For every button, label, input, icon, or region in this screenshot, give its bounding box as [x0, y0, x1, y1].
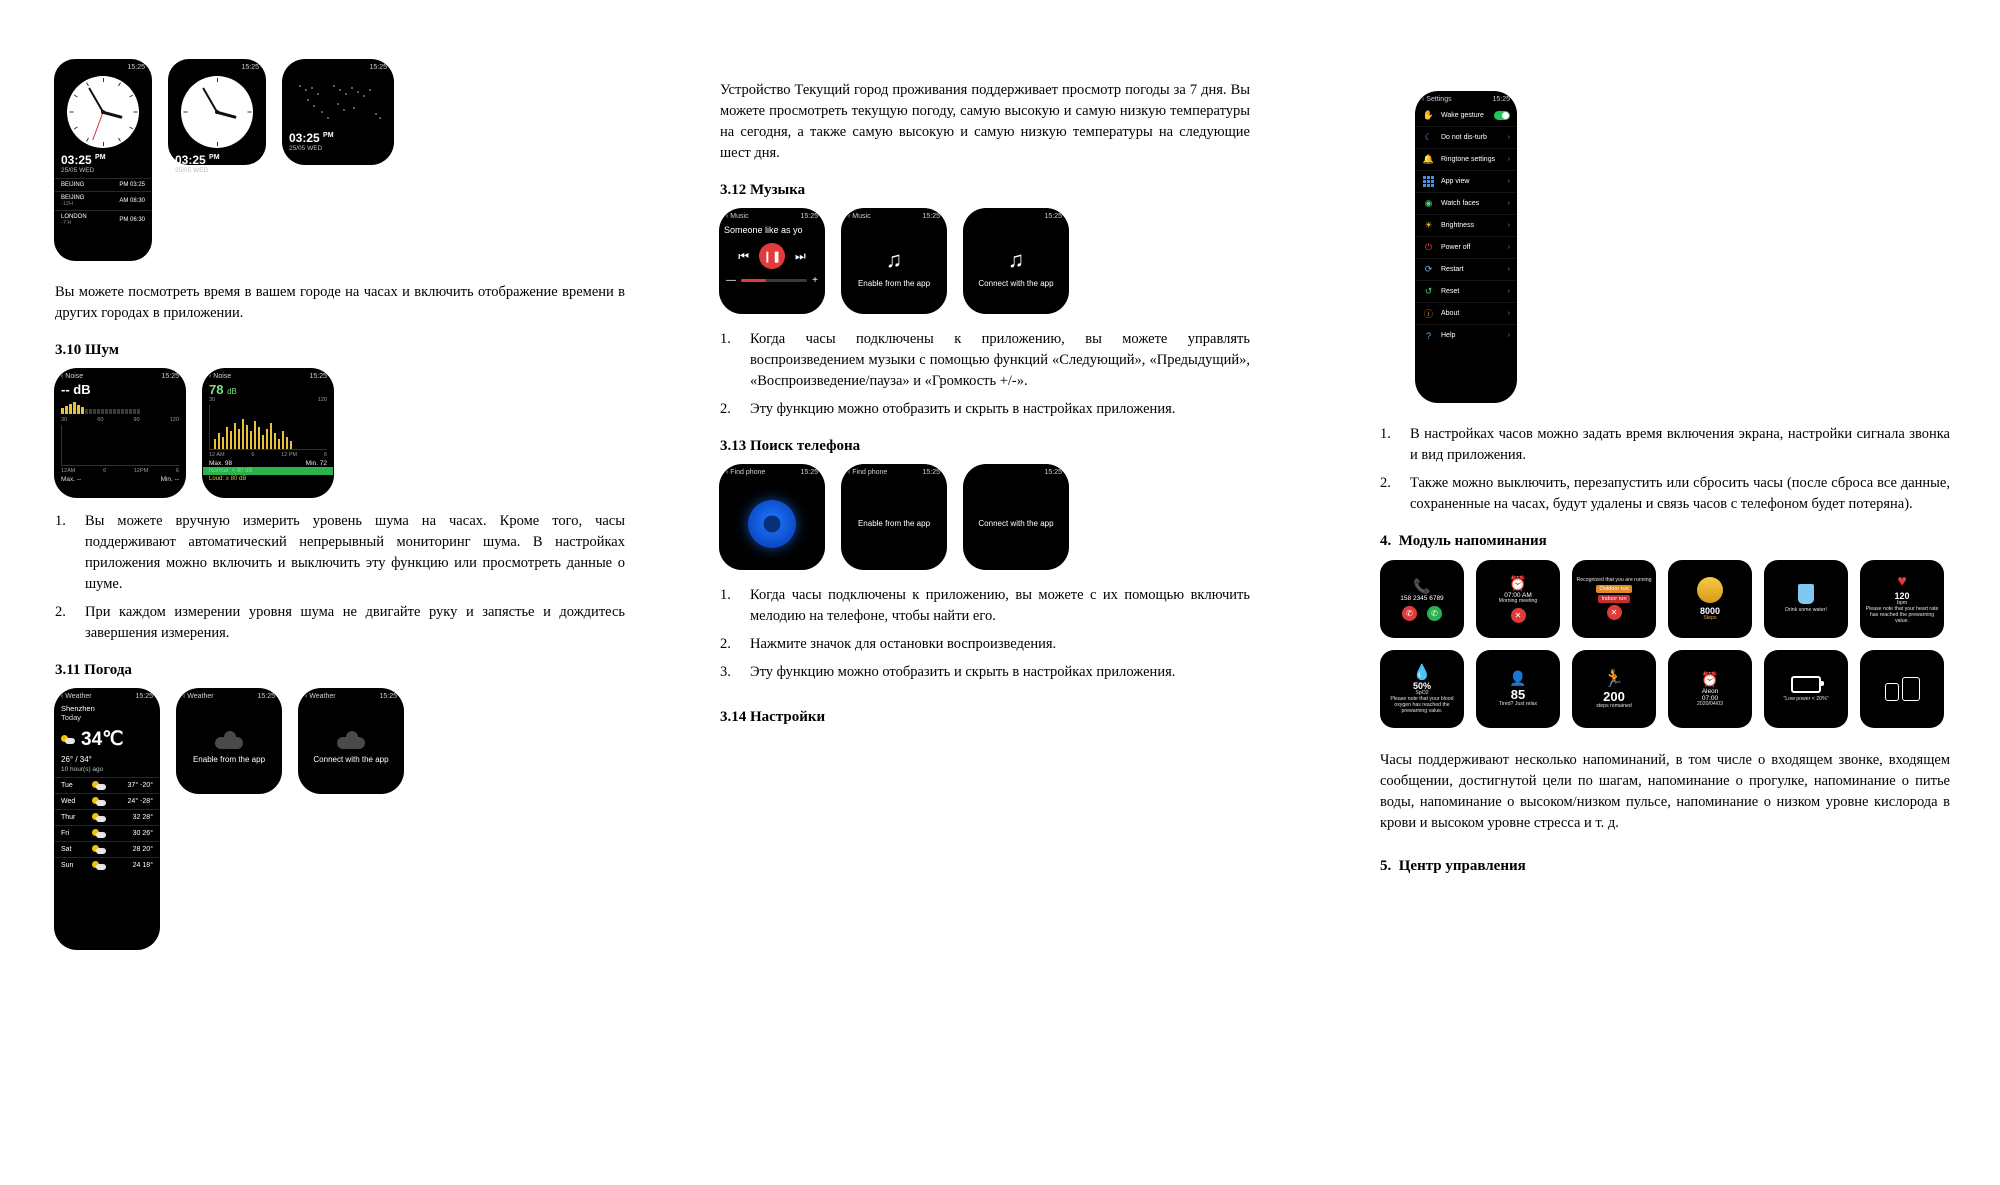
running-person-icon: 🏃 [1603, 668, 1625, 688]
status-bar: ‹ Weather 15:25 [305, 693, 397, 701]
previous-button[interactable]: ⏮ [738, 248, 749, 263]
cloud-sun-icon [92, 845, 106, 854]
status-time: 15:25 [127, 64, 145, 71]
battery-icon [1791, 676, 1821, 693]
weather-city: Shenzhen [61, 704, 95, 714]
status-time: 15:25 [161, 373, 179, 381]
steps-label: Steps [1703, 614, 1717, 621]
list-item: 1. Когда часы подключены к приложению, вы можете с их помощью включить мелодию на телефоне, чтобы найти его. [720, 587, 1250, 625]
cloud-sun-icon [61, 735, 75, 744]
date-label: 25/05 WED [61, 167, 95, 174]
outdoor-run-option[interactable]: Outdoor run [1596, 585, 1631, 593]
dismiss-button[interactable]: ✕ [1511, 608, 1526, 623]
spo2-tile [1380, 650, 1464, 728]
decline-call-button[interactable]: ✆ [1402, 606, 1417, 621]
watch-weather-enable [177, 689, 281, 793]
chevron-right-icon: › [1507, 134, 1510, 141]
cloud-question-icon [215, 731, 243, 749]
forecast-row: Thur 32 28° [55, 809, 159, 825]
city-name: LONDON [61, 214, 87, 220]
grid-icon [1422, 175, 1435, 188]
connect-label: Connect with the app [978, 518, 1054, 528]
forecast-row: Tue 37° -20° [55, 777, 159, 793]
music-watch-group [720, 209, 1250, 313]
heading-find-phone: 3.13 Поиск телефона [720, 438, 861, 455]
heading-reminder-module: 4. Модуль напоминания [1380, 533, 1547, 550]
settings-item-power-off[interactable]: ⏻ Power off › [1416, 237, 1516, 259]
screen-title: Settings [1426, 96, 1452, 103]
drink-water-tile [1764, 560, 1848, 638]
alarm-date: 2020/04/03 [1697, 700, 1723, 707]
chevron-right-icon: › [1507, 310, 1510, 317]
settings-item-restart[interactable]: ⟳ Restart › [1416, 259, 1516, 281]
power-icon: ⏻ [1424, 242, 1433, 252]
status-bar [55, 60, 151, 71]
next-button[interactable]: ⏭ [795, 248, 806, 263]
music-list [720, 329, 1250, 420]
cloud-sun-icon [92, 781, 106, 790]
meeting-text: Morning meeting [1498, 598, 1538, 605]
digital-time: 03:25 $^{PM}$ [175, 153, 220, 167]
settings-item-about[interactable]: ⓘ About › [1416, 303, 1516, 325]
enable-label: Enable from the app [192, 754, 266, 764]
person-icon: 👤 [1509, 670, 1527, 687]
cloud-sun-icon [92, 861, 106, 870]
status-time: 15:25 [922, 213, 940, 221]
date-label: 25/05 WED [175, 167, 209, 174]
list-item: 2. Нажмите значок для остановки воспроизведения. [720, 636, 1057, 653]
chevron-right-icon: › [1507, 178, 1510, 185]
brightness-icon: ☀ [1424, 220, 1433, 230]
settings-item-help[interactable]: ? Help › [1416, 325, 1516, 346]
status-bar: ‹ Weather 15:25 [183, 693, 275, 701]
weather-intro-paragraph: Устройство Текущий город проживания поддерживает просмотр погоды за 7 дня. Вы можете просмотреть текущую погоду, самую высокую и самую низкую температуры на сегодня, а также самую высокую и самую низкую температуры на следующие шест дня. [720, 82, 1250, 162]
status-bar [964, 209, 1068, 222]
help-icon: ? [1425, 330, 1431, 341]
watch-music-connect [964, 209, 1068, 313]
city-time: PM 06:30 [119, 217, 145, 223]
heart-rate-tile [1860, 560, 1944, 638]
phone-icon: 📞 [1413, 577, 1431, 594]
status-bar [169, 60, 265, 71]
watch-music-enable [842, 209, 946, 313]
column-middle [720, 0, 1250, 736]
list-item: 2. При каждом измерении уровня шума не двигайте руку и запястье и дождитесь завершения измерения. [55, 604, 625, 642]
volume-row[interactable] [720, 273, 824, 288]
reminder-tiles-row-1 [1380, 560, 1950, 638]
connect-label: Connect with the app [978, 278, 1054, 288]
screen-title: Find phone [730, 469, 766, 477]
accept-call-button[interactable]: ✆ [1427, 606, 1442, 621]
device-disconnect-tile [1860, 650, 1944, 728]
world-map-graphic [287, 73, 389, 129]
volume-up-button[interactable]: + [812, 275, 818, 287]
noise-history-graph [209, 405, 327, 450]
settings-item-do-not-disturb[interactable]: ☾ Do not dis-turb › [1416, 127, 1516, 149]
about-icon: ⓘ [1423, 309, 1433, 319]
screen-title: Music [852, 213, 871, 221]
restart-icon: ⟳ [1424, 264, 1433, 274]
city-row [55, 191, 151, 210]
status-bar [964, 465, 1068, 478]
heading-noise: 3.10 Шум [55, 342, 119, 359]
weather-updated: 10 hour(s) ago [61, 766, 104, 774]
wake-gesture-toggle[interactable] [1494, 111, 1510, 120]
city-offset: -7 H [61, 220, 72, 226]
song-title: Someone like as yo [724, 225, 803, 236]
watch-world-map [283, 60, 393, 164]
forecast-row: Sun 24 18° [55, 857, 159, 873]
city-time: PM 03:25 [119, 182, 145, 188]
chevron-right-icon: › [1507, 288, 1510, 295]
settings-item-brightness[interactable]: ☀ Brightness › [1416, 215, 1516, 237]
stress-tile [1476, 650, 1560, 728]
find-phone-ring-button[interactable] [748, 500, 796, 548]
incoming-call-tile [1380, 560, 1464, 638]
steps-value: 8000 [1699, 605, 1721, 616]
watch-noise-empty [55, 369, 185, 497]
analog-clock-face [67, 76, 139, 148]
status-bar: ‹ Weather 15:25 [61, 693, 153, 701]
screen-title: Find phone [852, 469, 888, 477]
stress-value: 85 [1510, 687, 1526, 703]
noise-normal-legend: Normal: < 80 dB [203, 467, 333, 475]
heart-rate-warning: Please note that your heart rate has reached the prewarning value. [1865, 606, 1939, 625]
settings-item-wake-gesture[interactable]: ✋ Wake gesture [1416, 105, 1516, 127]
heading-music: 3.12 Музыка [720, 182, 806, 199]
dismiss-button[interactable]: ✕ [1607, 605, 1622, 620]
watch-clock-simple [169, 60, 265, 174]
screen-title: Noise [213, 373, 232, 381]
weather-range: 26° / 34° [61, 755, 92, 765]
drink-text: Drink some water! [1785, 607, 1827, 614]
alarm-clock-icon: ⏰ [1701, 670, 1719, 687]
status-time: 15:25 [800, 213, 818, 221]
watch-phone-icon [1885, 677, 1920, 701]
status-time: 15:25 [922, 469, 940, 477]
status-time: 15:25 [257, 693, 275, 701]
list-item: 1. Вы можете вручную измерить уровень шума на часах. Кроме того, часы поддерживают автоматический непрерывный мониторинг шума. В настройках приложения можно включить и выключить эту функцию или просмотреть данные о шуме. [55, 513, 625, 593]
watch-music-player [720, 209, 824, 313]
list-item: 1. В настройках часов можно задать время включения экрана, настройки сигнала звонка и вид приложения. [1380, 426, 1950, 464]
heart-icon: ♥ [1897, 573, 1907, 591]
watch-weather-connect [299, 689, 403, 793]
play-pause-button[interactable]: ❙❚ [759, 243, 785, 269]
settings-item-reset[interactable]: ↺ Reset › [1416, 281, 1516, 303]
low-power-text: "Low power < 20%" [1783, 695, 1829, 702]
settings-list [1380, 424, 1950, 515]
forecast-row: Sat 28 20° [55, 841, 159, 857]
noise-list [55, 511, 625, 644]
status-bar: ‹ Find phone 15:25 [726, 469, 818, 477]
status-time: 15:25 [309, 373, 327, 381]
noise-value: 78 dB [209, 382, 237, 398]
forecast-row: Wed 24° -28° [55, 793, 159, 809]
indoor-run-option[interactable]: Indoor run [1598, 595, 1629, 603]
status-bar: ‹ Noise 15:25 [209, 373, 327, 381]
meeting-reminder-tile [1476, 560, 1560, 638]
enable-label: Enable from the app [857, 278, 931, 288]
chevron-right-icon: › [1507, 200, 1510, 207]
list-item: 2. Эту функцию можно отобразить и скрыть в настройках приложения. [720, 401, 1176, 418]
weather-watch-group [55, 689, 625, 949]
column-left [55, 0, 625, 949]
volume-down-button[interactable]: — [726, 275, 736, 287]
noise-axis-left: 30 60 90 120 [61, 417, 179, 424]
music-note-icon: ♫ [1007, 246, 1025, 272]
weather-today-label: Today [61, 713, 82, 723]
date-label: 25/05 WED [289, 145, 323, 152]
alarm-name: Aleon [1701, 687, 1719, 695]
noise-minmax: Max. 98 Min. 72 [209, 460, 327, 468]
noise-watch-group [55, 369, 625, 497]
alarm-time: 07:00 [1701, 694, 1719, 702]
water-cup-icon [1798, 584, 1814, 604]
steps-remained-label: steps remained [1596, 702, 1632, 709]
status-bar: ‹ Music 15:25 [726, 213, 818, 221]
forecast-row: Fri 30 26° [55, 825, 159, 841]
city-name: BEIJING [61, 182, 85, 188]
clock-paragraph: Вы можете посмотреть время в вашем городе на часах и включить отображение времени в других городах в приложении. [55, 284, 625, 322]
screen-title: Music [730, 213, 749, 221]
noise-time-axis: 12AM 6 12PM 6 [61, 468, 179, 475]
enable-label: Enable from the app [857, 518, 931, 528]
watch-world-clock [55, 60, 151, 260]
clock-watch-group [55, 60, 625, 260]
screen-title: Noise [65, 373, 84, 381]
weather-current [55, 724, 159, 755]
noise-history-graph [61, 425, 179, 466]
noise-value: -- dB [61, 382, 91, 398]
status-bar: ‹ Music 15:25 [848, 213, 940, 221]
spo2-warning: Please note that your blood oxygen has reached the prewarning value. [1390, 696, 1454, 715]
stress-text: Tired? Just relax [1498, 701, 1538, 708]
screen-title: Weather [309, 693, 336, 701]
hand-icon: ✋ [1422, 110, 1435, 120]
status-time: 15:25 [379, 693, 397, 701]
meeting-time: 07:00 AM [1504, 592, 1532, 600]
status-time: 15:25 [369, 64, 387, 71]
find-phone-watch-group [720, 465, 1250, 569]
alarm-clock-icon: ⏰ [1509, 575, 1527, 592]
settings-item-app-view[interactable]: App view › [1416, 171, 1516, 193]
spo2-unit: SpO2 [1415, 690, 1429, 697]
noise-minmax: Max. -- Min. -- [61, 476, 179, 484]
watch-noise-measured [203, 369, 333, 497]
reminder-paragraph: Часы поддерживают несколько напоминаний, в том числе о входящем звонке, входящем сообщении, достигнутой цели по шагам, напоминание о прогулке, напоминание о питье воды, напоминание о высоком/низком пульсе, напоминание о низком уровне кислорода в крови и высоком уровне стресса и т. д. [1380, 752, 1950, 832]
medal-icon [1697, 577, 1723, 603]
reset-icon: ↺ [1424, 286, 1433, 296]
city-row [55, 178, 151, 191]
watch-find-phone-connect [964, 465, 1068, 569]
volume-slider[interactable] [741, 279, 807, 282]
cloud-sun-icon [92, 797, 106, 806]
status-time: 15:25 [1492, 96, 1510, 103]
steps-goal-tile [1668, 560, 1752, 638]
list-item: 2. Также можно выключить, перезапустить или сбросить часы (после сброса все данные, сохраненные на часах, будут удалены и связь часов с телефоном будет потеряна). [1380, 475, 1950, 513]
alarm-tile [1668, 650, 1752, 728]
digital-time: 03:25 $^{PM}$ [61, 153, 106, 167]
city-time: AM 08:30 [119, 198, 145, 204]
list-item: 1. Когда часы подключены к приложению, вы можете управлять воспроизведением музыки с помощью функций «Следующий», «Предыдущий», «Воспроизведение/пауза» и «Громкость +/-». [720, 331, 1250, 390]
settings-item-ringtone[interactable]: 🔔 Ringtone settings › [1416, 149, 1516, 171]
chevron-right-icon: › [1507, 244, 1510, 251]
reminder-tiles-row-2 [1380, 650, 1950, 728]
watch-find-phone-active [720, 465, 824, 569]
settings-item-watch-faces[interactable]: ◉ Watch faces › [1416, 193, 1516, 215]
music-note-icon: ♫ [885, 246, 903, 272]
status-time: 15:25 [241, 64, 259, 71]
column-right [1380, 0, 1950, 885]
blood-drop-icon: 💧 [1412, 664, 1432, 682]
low-power-tile [1764, 650, 1848, 728]
digital-time: 03:25 $^{PM}$ [289, 131, 334, 145]
heart-rate-value: 120 [1894, 591, 1910, 602]
run-detect-text: Recognized that you are running [1576, 577, 1652, 584]
status-bar: ‹ Settings 15:25 [1422, 96, 1510, 103]
city-row [55, 210, 151, 229]
axis-right: 120 [317, 397, 327, 404]
moon-icon: ☾ [1424, 132, 1433, 142]
watch-find-phone-enable [842, 465, 946, 569]
chevron-right-icon: › [1507, 266, 1510, 273]
screen-title: Weather [187, 693, 214, 701]
chevron-right-icon: › [1507, 332, 1510, 339]
list-item: 3. Эту функцию можно отобразить и скрыть в настройках приложения. [720, 664, 1176, 681]
city-name: BEIJING [61, 195, 85, 201]
cloud-question-icon [337, 731, 365, 749]
cloud-sun-icon [92, 829, 106, 838]
bell-icon: 🔔 [1422, 154, 1435, 164]
analog-clock-face [181, 76, 253, 148]
axis-left: 30 [209, 397, 216, 404]
status-time: 15:25 [1044, 469, 1062, 477]
weather-temp: 34℃ [81, 729, 124, 751]
find-phone-list [720, 585, 1250, 683]
caller-number: 158 2345 6789 [1400, 594, 1444, 602]
heading-settings: 3.14 Настройки [720, 709, 826, 726]
run-recognition-tile [1572, 560, 1656, 638]
city-offset: -12H [61, 201, 73, 207]
playback-controls[interactable] [720, 235, 824, 273]
screen-title: Weather [65, 693, 92, 701]
status-time: 15:25 [135, 693, 153, 701]
heart-rate-unit: bpm [1896, 600, 1908, 607]
watch-weather [55, 689, 159, 949]
chevron-right-icon: › [1507, 222, 1510, 229]
status-bar: ‹ Noise 15:25 [61, 373, 179, 381]
chevron-right-icon: › [1507, 156, 1510, 163]
status-bar [283, 60, 393, 71]
steps-remained-value: 200 [1603, 688, 1625, 704]
steps-remained-tile [1572, 650, 1656, 728]
heading-control-center: 5. Центр управления [1380, 858, 1526, 875]
status-time: 15:25 [800, 469, 818, 477]
watch-settings [1416, 92, 1516, 402]
spo2-value: 50% [1412, 681, 1431, 692]
noise-loud-legend: Loud: ≥ 80 dB [209, 476, 247, 483]
noise-bar-meter [55, 397, 185, 417]
status-time: 15:25 [1044, 213, 1062, 221]
status-bar: ‹ Find phone 15:25 [848, 469, 940, 477]
watchface-icon: ◉ [1424, 198, 1433, 208]
cloud-sun-icon [92, 813, 106, 822]
connect-label: Connect with the app [313, 754, 389, 764]
heading-weather: 3.11 Погода [55, 662, 132, 679]
noise-time-axis: 12 AM 6 12 PM 6 [209, 452, 327, 459]
